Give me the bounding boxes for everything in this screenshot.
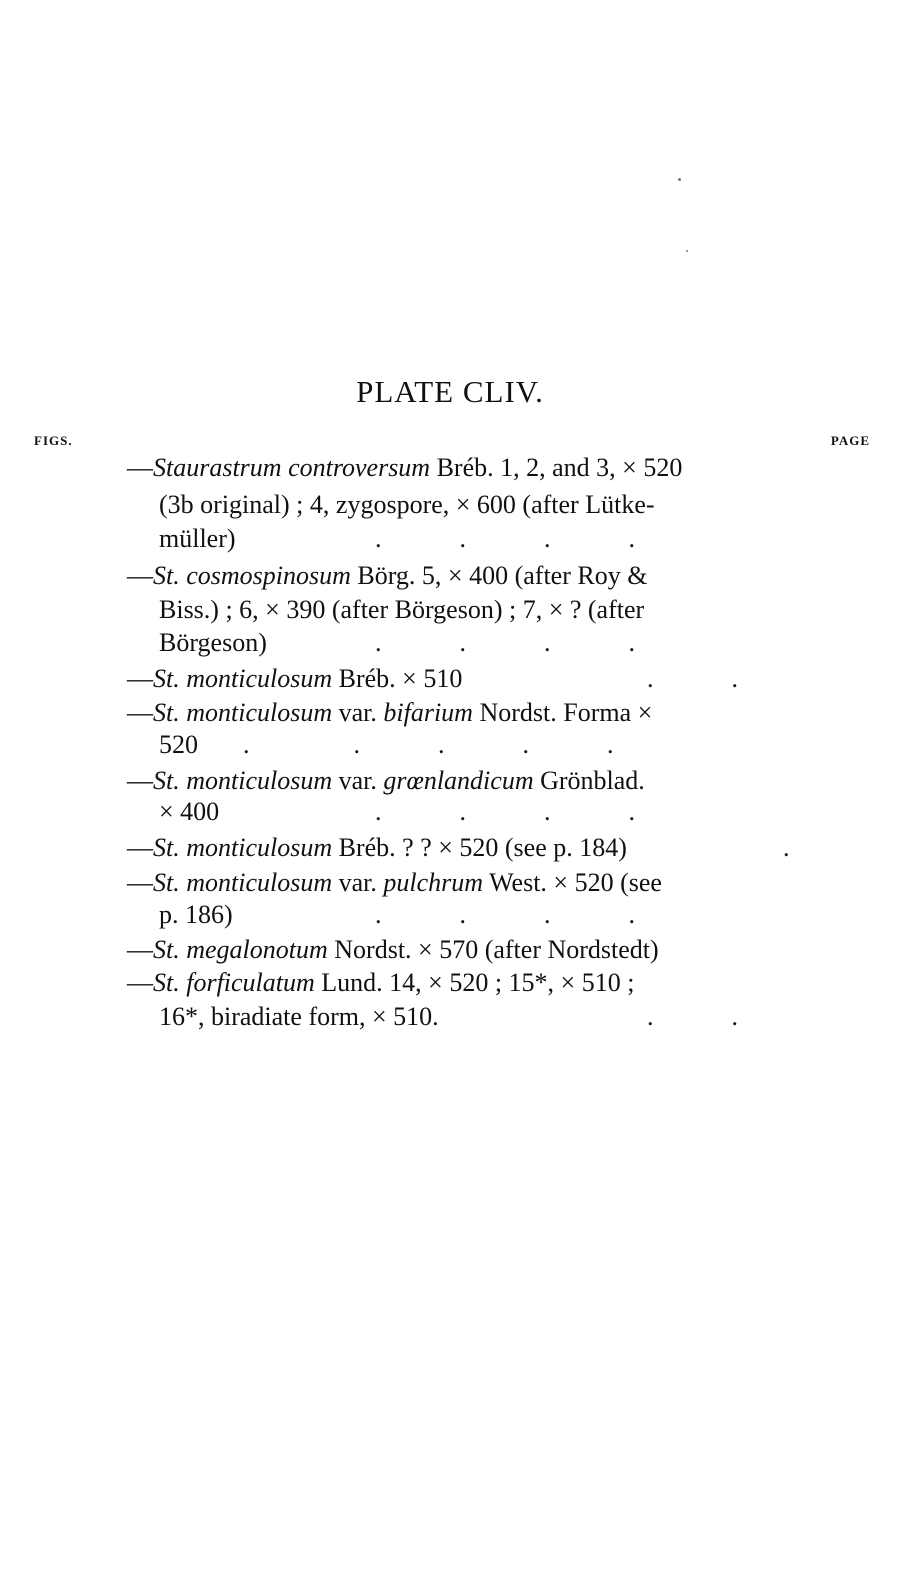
- leader-dots: . . . . .: [243, 730, 614, 759]
- page-column-header: PAGE: [830, 433, 870, 448]
- species-name: St. monticulosum: [153, 833, 333, 862]
- species-name: St. forficulatum: [153, 968, 315, 997]
- leader-dots: . . . .: [375, 524, 635, 553]
- species-name: St. cosmospinosum: [153, 561, 351, 590]
- entry-line: 520: [159, 730, 198, 759]
- leader-dots: . . . .: [375, 628, 635, 657]
- figs-column-header: FIGS.: [34, 433, 73, 448]
- variety-name: pulchrum: [383, 868, 484, 897]
- plate-title: PLATE CLIV.: [356, 374, 544, 409]
- species-name: St. monticulosum: [153, 868, 333, 897]
- species-name: St. megalonotum: [153, 935, 328, 964]
- page: PLATE CLIV. FIGS. PAGE —Staurastrum controversum Bréb. 1, 2, and 3, × 520 (3b original) ; 4, zygospore, × 600 (after Lütke- müller) . . . . —St. cosmospinosum Börg. 5, × 400 (after Roy & Biss.) ; 6, × 390 (after Börgeson) ; 7, × ? (after Börgeson) . . . . —St. monticulosum Bréb. × 510 . . —St. monticulosum var. bifarium Nordst. Forma × 520 . . . . . —St. monticulosum var. grœnlandicum Grönblad. × 400 . . . . —St. monticulosum Bréb. ? ? × 520 (see p. 184) . —St. monticulosum var. pulchrum West. × 520 (see p. 186) . . . . —St. megalonotum Nordst. × 570 (after Nordstedt) —St. forficulatum Lund. 14, × 520 ; 15*, × 510 ; 16*, biradiate form, × 510. . .: [0, 0, 900, 1580]
- species-name: St. monticulosum: [153, 664, 333, 693]
- entry-line: müller): [159, 524, 236, 553]
- variety-name: bifarium: [383, 698, 473, 727]
- leader-dots: . .: [647, 664, 738, 693]
- entry-line: (3b original) ; 4, zygospore, × 600 (after Lütke-: [159, 490, 655, 519]
- entry-line: × 400: [159, 797, 220, 826]
- entry-line: 16*, biradiate form, × 510.: [159, 1002, 439, 1031]
- leader-dots: . . . .: [375, 900, 635, 929]
- print-speck: [686, 250, 688, 252]
- entry-line: Börgeson): [159, 628, 267, 657]
- leader-dots: . .: [647, 1002, 738, 1031]
- entry-line: Biss.) ; 6, × 390 (after Börgeson) ; 7, × ? (after: [159, 595, 645, 624]
- leader-dots: .: [783, 833, 790, 862]
- leader-dots: . . . .: [375, 797, 635, 826]
- species-name: Staurastrum controversum: [153, 453, 431, 482]
- species-name: St. monticulosum: [153, 766, 333, 795]
- print-speck: [678, 178, 681, 181]
- variety-name: grœnlandicum: [383, 766, 534, 795]
- entry-line: p. 186): [159, 900, 233, 929]
- species-name: St. monticulosum: [153, 698, 333, 727]
